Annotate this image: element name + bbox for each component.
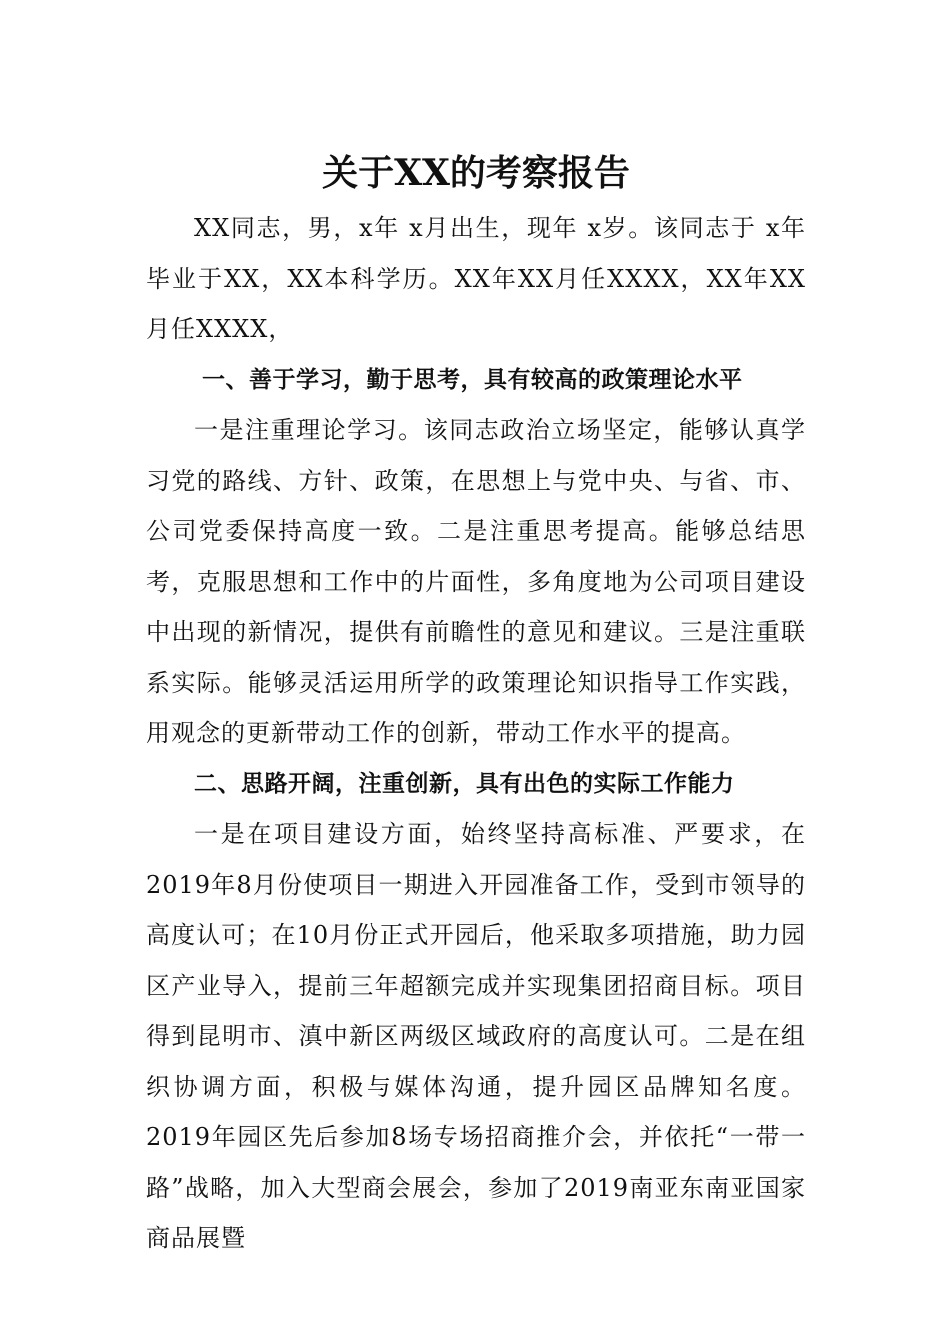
- section-1-heading: 一、善于学习，勤于思考，具有较高的政策理论水平: [202, 366, 743, 393]
- document-title: 关于XX的考察报告: [322, 152, 630, 194]
- intro-paragraph: XX同志，男，x年 x月出生，现年 x岁。该同志于 x年毕业于XX，XX本科学历。XX年XX月任XXXX，XX年XX月任XXXX，: [146, 214, 806, 343]
- document-page: [146, 145, 806, 1264]
- section-2-body: 一是在项目建设方面，始终坚持高标准、严要求，在2019年8月份使项目一期进入开园准备工作，受到市领导的高度认可；在10月份正式开园后，他采取多项措施，助力园区产业导入，提前三年超额完成并实现集团招商目标。项目得到昆明市、滇中新区两级区域政府的高度认可。二是在组织协调方面，积极与媒体沟通，提升园区品牌知名度。2019年园区先后参加8场专场招商推介会，并依托“一带一路”战略，加入大型商会展会，参加了2019南亚东南亚国家商品展暨: [146, 820, 806, 1252]
- section-1-body: 一是注重理论学习。该同志政治立场坚定，能够认真学习党的路线、方针、政策，在思想上与党中央、与省、市、公司党委保持高度一致。二是注重思考提高。能够总结思考，克服思想和工作中的片面性，多角度地为公司项目建设中出现的新情况，提供有前瞻性的意见和建议。三是注重联系实际。能够灵活运用所学的政策理论知识指导工作实践，用观念的更新带动工作的创新，带动工作水平的提高。: [146, 416, 806, 747]
- section-2-heading: 二、思路开阔，注重创新，具有出色的实际工作能力: [194, 770, 735, 797]
